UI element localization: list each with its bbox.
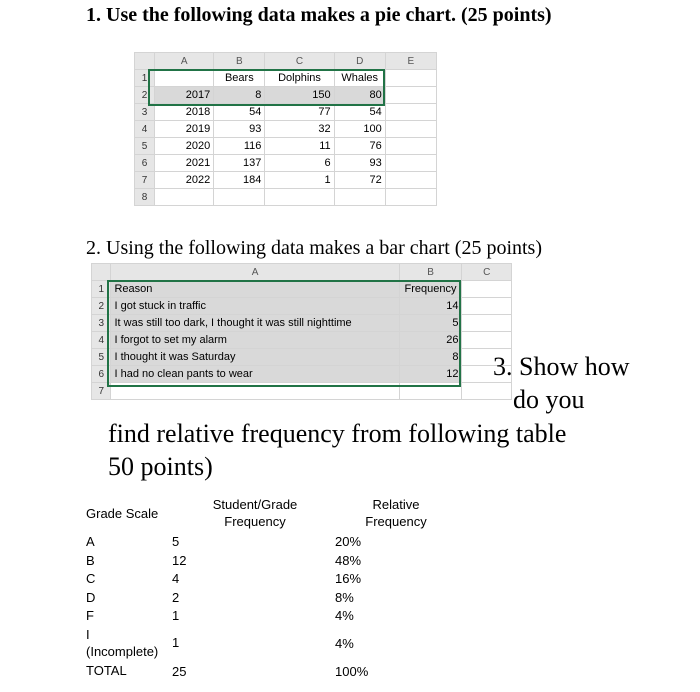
- sheet1-cell: [385, 155, 436, 172]
- grade-incomplete-frequency: 1: [172, 635, 180, 650]
- sheet1-year: 2021: [155, 155, 214, 172]
- sheet1-year: 2019: [155, 121, 214, 138]
- sheet2-row-1: 1: [92, 281, 111, 298]
- relative-frequency-header: Frequency: [365, 514, 427, 529]
- sheet1-cell: [385, 138, 436, 155]
- sheet1-row-1: 1: [135, 70, 155, 87]
- sheet1-row-5: 5: [135, 138, 155, 155]
- sheet1-cell: [385, 172, 436, 189]
- sheet1-row-6: 6: [135, 155, 155, 172]
- sheet1-col-a: A: [155, 53, 214, 70]
- sheet2-row-7: 7: [92, 383, 111, 400]
- sheet1-cell: [214, 189, 265, 206]
- sheet1-col-e: E: [385, 53, 436, 70]
- sheet2-cell: [462, 383, 512, 400]
- sheet1-year: 2020: [155, 138, 214, 155]
- frequency-header: Frequency: [224, 514, 286, 529]
- sheet2-cell: [462, 315, 512, 332]
- sheet2-table: [91, 263, 512, 400]
- sheet1-cell: [385, 189, 436, 206]
- sheet1-year: 2018: [155, 104, 214, 121]
- question-3-line-4: 50 points): [108, 452, 213, 481]
- sheet2-reason: I got stuck in traffic: [111, 298, 399, 315]
- sheet2-frequency: 14: [399, 298, 462, 315]
- grade-scale-header: Grade Scale: [86, 506, 159, 521]
- sheet1-year: 2022: [155, 172, 214, 189]
- total-frequency: 25: [172, 664, 187, 679]
- sheet1-header-whales: Whales: [334, 70, 385, 87]
- grade-relative-frequency: 48%: [335, 553, 362, 568]
- sheet1-dolphins: 11: [265, 138, 334, 155]
- grade-frequency: 5: [172, 534, 180, 549]
- sheet2-row-4: 4: [92, 332, 111, 349]
- sheet2-cell: [462, 332, 512, 349]
- grade-label: B: [86, 553, 95, 568]
- sheet2-corner: [92, 264, 111, 281]
- sheet2-cell: [462, 298, 512, 315]
- sheet2-cell: [462, 281, 512, 298]
- sheet2-col-a: A: [111, 264, 399, 281]
- grade-relative-frequency: 20%: [335, 534, 362, 549]
- sheet1-table: [134, 52, 437, 206]
- sheet1-dolphins: 32: [265, 121, 334, 138]
- sheet1-cell: [385, 87, 436, 104]
- grade-incomplete-letter: I: [86, 627, 90, 642]
- sheet1-cell: [155, 189, 214, 206]
- sheet2-col-c: C: [462, 264, 512, 281]
- sheet2-frequency: 12: [399, 366, 462, 383]
- sheet1-cell: [334, 189, 385, 206]
- sheet1-dolphins: 77: [265, 104, 334, 121]
- sheet2-reason: It was still too dark, I thought it was still nighttime: [111, 315, 399, 332]
- grade-label: F: [86, 608, 94, 623]
- sheet2-frequency: 5: [399, 315, 462, 332]
- sheet1-whales: 72: [334, 172, 385, 189]
- sheet2-frequency: 8: [399, 349, 462, 366]
- sheet1-cell: [265, 189, 334, 206]
- sheet1-row-2: 2: [135, 87, 155, 104]
- sheet1-whales: 100: [334, 121, 385, 138]
- grade-label: A: [86, 534, 95, 549]
- sheet1-cell: [385, 70, 436, 87]
- sheet1-cell: [155, 70, 214, 87]
- sheet2-reason: I forgot to set my alarm: [111, 332, 399, 349]
- sheet1-bears: 116: [214, 138, 265, 155]
- sheet2-row-5: 5: [92, 349, 111, 366]
- sheet2-row-2: 2: [92, 298, 111, 315]
- sheet1-year: 2017: [155, 87, 214, 104]
- sheet1-whales: 54: [334, 104, 385, 121]
- sheet2-col-b: B: [399, 264, 462, 281]
- sheet1-whales: 93: [334, 155, 385, 172]
- sheet1-row-4: 4: [135, 121, 155, 138]
- grade-incomplete-label: (Incomplete): [86, 644, 159, 659]
- grade-incomplete-relative-frequency: 4%: [335, 636, 354, 651]
- grade-frequency: 12: [172, 553, 187, 568]
- total-relative-frequency: 100%: [335, 664, 369, 679]
- question-3-line-2: do you: [513, 385, 585, 414]
- sheet1-col-b: B: [214, 53, 265, 70]
- sheet1-dolphins: 1: [265, 172, 334, 189]
- sheet1-cell: [385, 121, 436, 138]
- sheet1-bears: 184: [214, 172, 265, 189]
- grade-relative-frequency: 4%: [335, 608, 354, 623]
- sheet2-header-reason: Reason: [111, 281, 399, 298]
- sheet1-dolphins: 150: [265, 87, 334, 104]
- grade-label: D: [86, 590, 96, 605]
- sheet2-reason: I had no clean pants to wear: [111, 366, 399, 383]
- sheet2-cell: [399, 383, 462, 400]
- sheet1-dolphins: 6: [265, 155, 334, 172]
- sheet2-frequency: 26: [399, 332, 462, 349]
- sheet1-row-3: 3: [135, 104, 155, 121]
- sheet1-whales: 80: [334, 87, 385, 104]
- sheet1-col-c: C: [265, 53, 334, 70]
- relative-header: Relative: [372, 497, 420, 512]
- student-grade-header: Student/Grade: [212, 497, 298, 512]
- sheet1-row-7: 7: [135, 172, 155, 189]
- grade-relative-frequency: 16%: [335, 571, 362, 586]
- total-label: TOTAL: [86, 663, 127, 678]
- sheet2-row-6: 6: [92, 366, 111, 383]
- sheet1-corner: [135, 53, 155, 70]
- sheet1-bears: 54: [214, 104, 265, 121]
- sheet1-cell: [385, 104, 436, 121]
- sheet2-cell: [111, 383, 399, 400]
- grade-label: C: [86, 571, 96, 586]
- sheet2-row-3: 3: [92, 315, 111, 332]
- question-3-line-3: find relative frequency from following table: [108, 419, 567, 448]
- sheet1-col-d: D: [334, 53, 385, 70]
- sheet2-header-frequency: Frequency: [399, 281, 462, 298]
- grade-frequency: 2: [172, 590, 180, 605]
- grade-relative-frequency: 8%: [335, 590, 354, 605]
- question-3-line-1: 3. Show how: [493, 352, 630, 381]
- question-1-title: 1. Use the following data makes a pie chart. (25 points): [86, 4, 552, 26]
- sheet1-bears: 93: [214, 121, 265, 138]
- question-2-title: 2. Using the following data makes a bar chart (25 points): [86, 237, 542, 259]
- sheet1-whales: 76: [334, 138, 385, 155]
- sheet2-reason: I thought it was Saturday: [111, 349, 399, 366]
- sheet1-bears: 8: [214, 87, 265, 104]
- sheet1-header-dolphins: Dolphins: [265, 70, 334, 87]
- sheet1-row-8: 8: [135, 189, 155, 206]
- grade-frequency: 4: [172, 571, 180, 586]
- grade-frequency: 1: [172, 608, 180, 623]
- sheet1-header-bears: Bears: [214, 70, 265, 87]
- sheet1-bears: 137: [214, 155, 265, 172]
